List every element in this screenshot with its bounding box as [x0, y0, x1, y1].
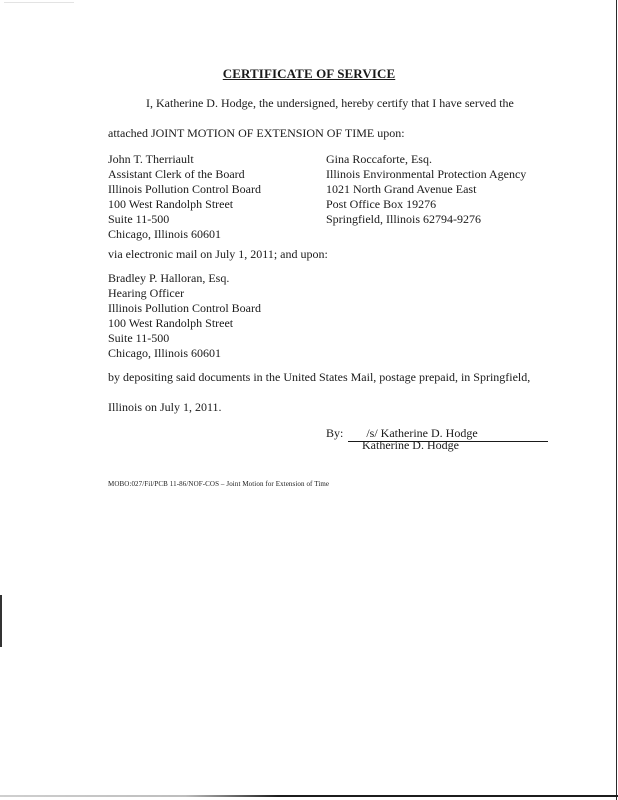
- address-line: 1021 North Grand Avenue East: [326, 182, 477, 196]
- electronic-signature: /s/ Katherine D. Hodge: [366, 426, 478, 440]
- address-line: Illinois Environmental Protection Agency: [326, 167, 527, 181]
- address-line: Assistant Clerk of the Board: [108, 167, 245, 181]
- scan-edge-bottom: [0, 795, 618, 797]
- recipient-address-second: [108, 271, 261, 361]
- attached-line: attached JOINT MOTION OF EXTENSION OF TIME upon:: [108, 126, 405, 140]
- footer-reference: MOBO:027/Fil/PCB 11-86/NOF-COS – Joint Motion for Extension of Time: [108, 480, 330, 488]
- signer-printed-name: Katherine D. Hodge: [362, 438, 459, 452]
- address-line: Illinois Pollution Control Board: [108, 301, 262, 315]
- address-line: Gina Roccaforte, Esq.: [326, 152, 432, 166]
- recipient-address-right: [326, 152, 526, 227]
- certify-paragraph: I, Katherine D. Hodge, the undersigned, hereby certify that I have served the: [146, 96, 514, 110]
- address-line: 100 West Randolph Street: [108, 197, 234, 211]
- document-title: CERTIFICATE OF SERVICE: [222, 66, 396, 81]
- scan-artifact: [4, 2, 74, 3]
- address-line: Springfield, Illinois 62794-9276: [326, 212, 481, 226]
- address-line: Chicago, Illinois 60601: [108, 227, 221, 241]
- address-line: Post Office Box 19276: [326, 197, 437, 211]
- address-line: Suite 11-500: [108, 331, 170, 345]
- address-line: Hearing Officer: [108, 286, 185, 300]
- address-line: 100 West Randolph Street: [108, 316, 234, 330]
- scan-edge-right: [616, 0, 617, 800]
- date-line: Illinois on July 1, 2011.: [108, 400, 222, 414]
- via-line: via electronic mail on July 1, 2011; and upon:: [108, 247, 328, 261]
- recipient-address-left: [108, 152, 261, 242]
- address-line: Bradley P. Halloran, Esq.: [108, 271, 230, 285]
- by-label: By:: [326, 426, 344, 440]
- address-line: Chicago, Illinois 60601: [108, 346, 221, 360]
- scan-artifact-left: [0, 595, 2, 647]
- address-line: John T. Therriault: [108, 152, 194, 166]
- deposit-line: by depositing said documents in the United States Mail, postage prepaid, in Springfield,: [108, 370, 531, 384]
- address-line: Illinois Pollution Control Board: [108, 182, 262, 196]
- address-line: Suite 11-500: [108, 212, 170, 226]
